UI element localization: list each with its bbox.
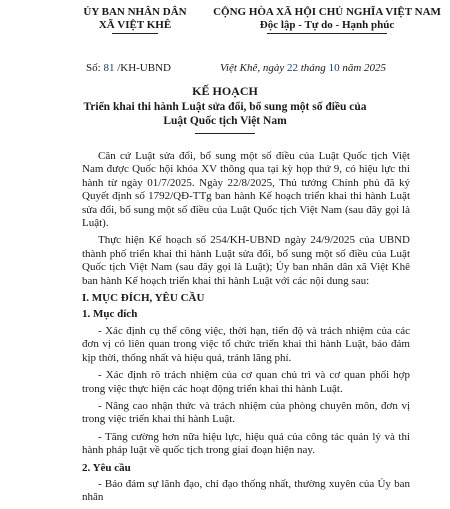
paragraph-implementation: Thực hiện Kế hoạch số 254/KH-UBND ngày 24/9/2025 của UBND thành phố triển khai thi hành Luật sửa đổi, bổ sung một số điều của Luật Quốc tịch Việt Nam (sau đây gọi là Luật); Ủy ban nhân dân xã Việt Khê ban hành Kế hoạch triển khai thi hành Luật với các nội dung sau: [82,234,410,287]
bullet-item: - Nâng cao nhận thức và trách nhiệm của phòng chuyên môn, đơn vị trong việc triển khai thi hành Luật. [82,399,410,426]
authority-line-2: XÃ VIỆT KHÊ [98,19,172,31]
date-month: 10 [328,62,340,74]
authority-line-1: ỦY BAN NHÂN DÂN [83,6,187,18]
bullet-item: - Xác định cụ thể công việc, thời hạn, tiến độ và trách nhiệm của các đơn vị có liên quan trong việc tổ chức triển khai thi hành Luật, bảo đảm kịp thời, thống nhất và hiệu quả, tránh lãng phí. [82,324,410,364]
date-day: 22 [287,62,298,74]
national-motto [212,6,442,34]
subsection-heading-purpose: 1. Mục đích [82,308,138,321]
title-underline [195,133,255,134]
motto-underline [267,33,387,34]
country-name: CỘNG HÒA XÃ HỘI CHỦ NGHĨA VIỆT NAM [213,6,441,18]
bullet-item: - Xác định rõ trách nhiệm của cơ quan chủ trì và cơ quan phối hợp trong việc thực hiện các hoạt động triển khai thi hành Luật. [82,369,410,395]
document-title: KẾ HOẠCH [192,84,258,98]
document-subtitle: Triển khai thi hành Luật sửa đổi, bổ sung một số điều của Luật Quốc tịch Việt Nam [83,101,367,127]
issuing-authority [70,6,200,34]
document-header [0,6,450,46]
subsection-heading-requirements: 2. Yêu cầu [82,461,131,474]
paragraph-legal-basis: Căn cứ Luật sửa đổi, bổ sung một số điều của Luật Quốc tịch Việt Nam được Quốc hội khóa XV thông qua tại kỳ họp thứ 9, có hiệu lực thi hành từ ngày 01/7/2025. Ngày 22/8/2025, Thủ tướng Chính phủ đã ký Quyết định số 1792/QĐ-TTg ban hành Kế hoạch triển khai thi hành Luật sửa đổi, bổ sung một số điều của Luật Quốc tịch Việt Nam (sau đây gọi là Luật). [82,150,410,230]
date-year: năm 2025 [342,62,387,74]
authority-underline [112,33,158,34]
date-place: Việt Khê, ngày [220,62,285,74]
bullet-item: - Tăng cường hơn nữa hiệu lực, hiệu quả của công tác quản lý và thi hành pháp luật về quốc tịch trong giai đoạn hiện nay. [82,430,410,457]
number-value: 81 [103,62,115,74]
bullet-item: - Bảo đảm sự lãnh đạo, chỉ đạo thống nhất, thường xuyên của Ủy ban nhân [82,477,410,504]
number-suffix: /KH-UBND [117,62,171,74]
motto: Độc lập - Tự do - Hạnh phúc [259,19,395,31]
date-month-label: tháng [300,62,326,74]
document-body [82,150,410,509]
reference-line [0,61,450,75]
document-number [86,61,171,75]
section-heading: I. MỤC ĐÍCH, YÊU CẦU [82,292,205,305]
document-date [220,61,386,75]
number-prefix: Số: [86,62,101,74]
